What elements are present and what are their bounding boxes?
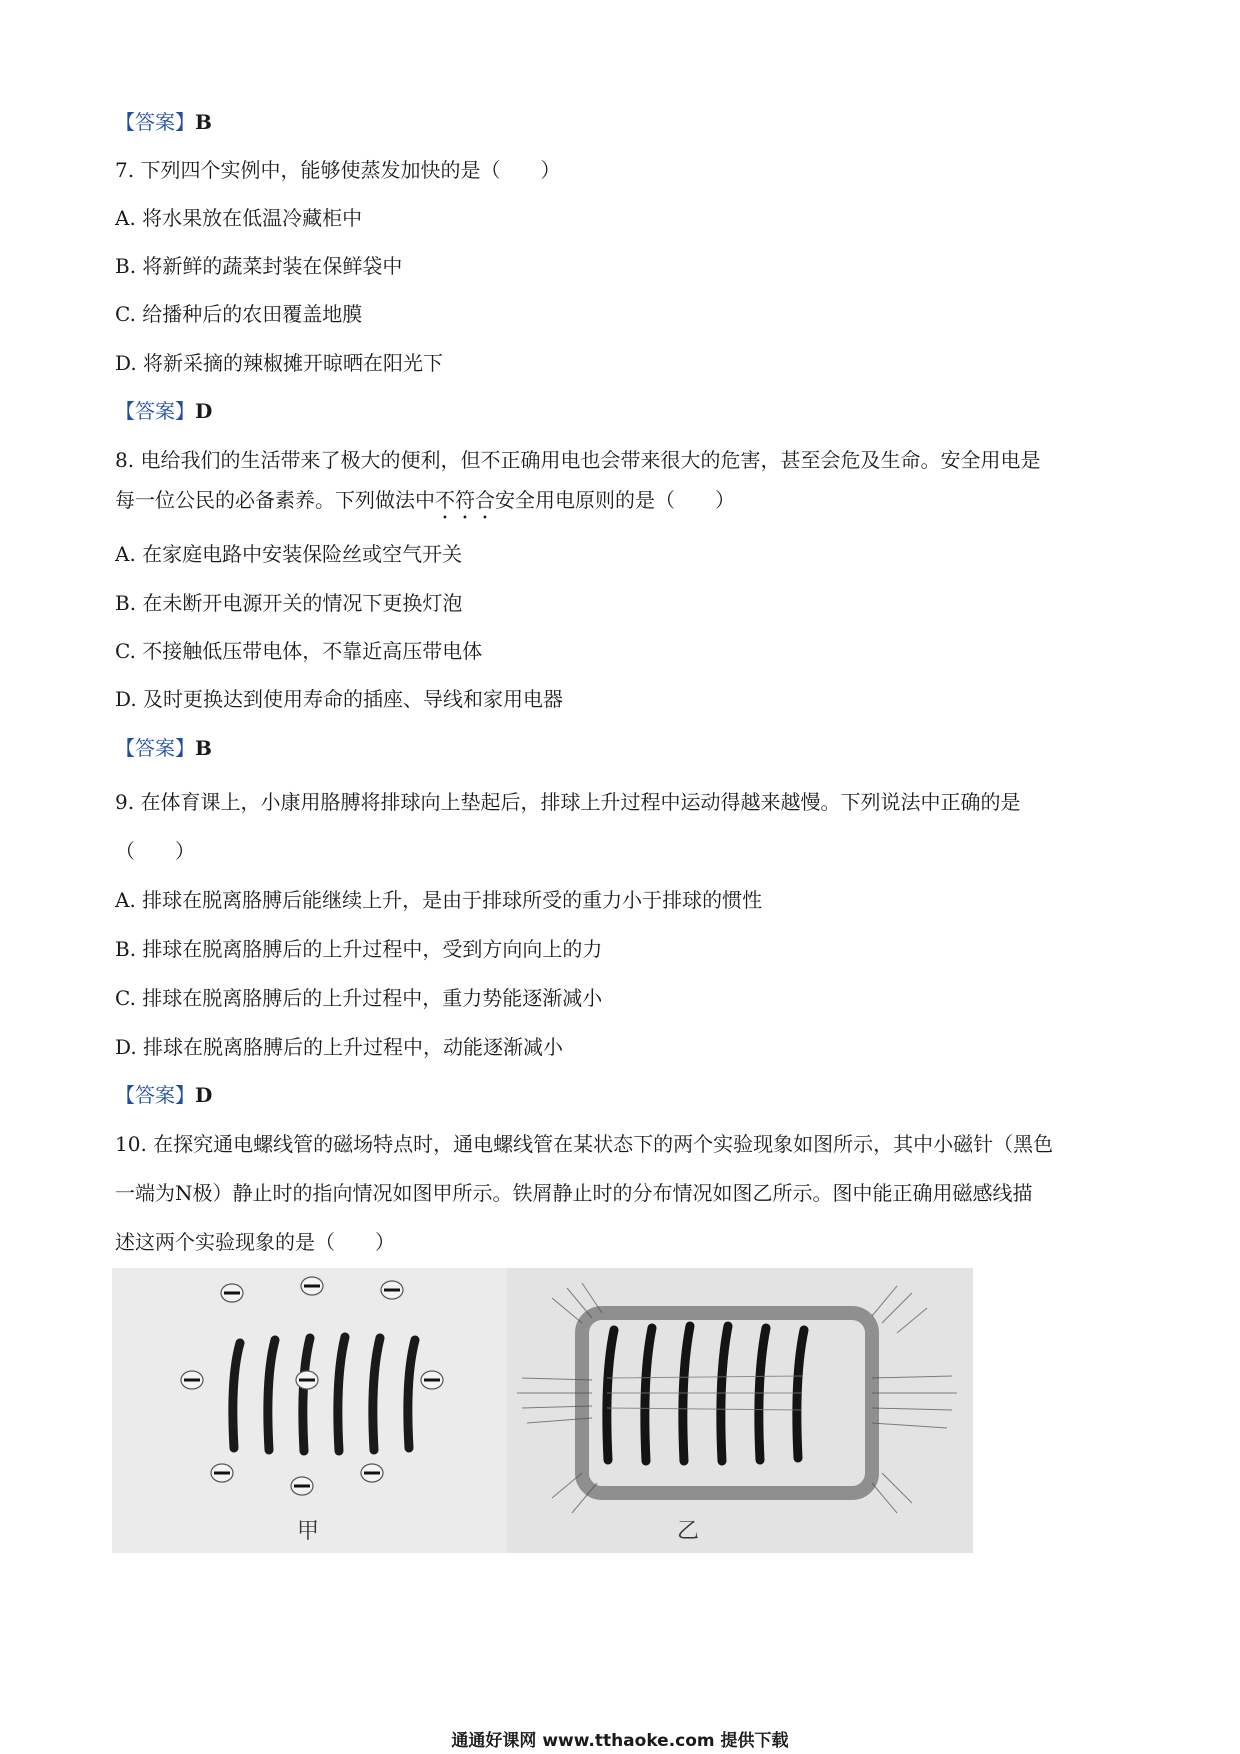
emphasis-char: 合 <box>475 488 495 512</box>
answer-label: 【答案】 <box>115 736 195 760</box>
question-9-stem-line1: 9. 在体育课上，小康用胳膊将排球向上垫起后，排球上升过程中运动得越来越慢。下列说法中正确的是 <box>115 790 1021 814</box>
emphasis-char: 符 <box>455 488 475 512</box>
answer-label: 【答案】 <box>115 110 195 134</box>
solenoid-figure <box>112 1268 973 1553</box>
answer-label: 【答案】 <box>115 399 195 423</box>
answer-q6 <box>115 108 212 136</box>
question-7-stem: 7. 下列四个实例中，能够使蒸发加快的是（ ） <box>115 158 561 182</box>
q7-option-b: B. 将新鲜的蔬菜封装在保鲜袋中 <box>115 254 403 278</box>
answer-q9 <box>115 1081 212 1109</box>
q7-option-c: C. 给播种后的农田覆盖地膜 <box>115 302 363 326</box>
q7-option-a: A. 将水果放在低温冷藏柜中 <box>115 206 363 230</box>
question-8-stem-line2 <box>115 486 735 514</box>
q9-option-c: C. 排球在脱离胳膊后的上升过程中，重力势能逐渐减小 <box>115 986 603 1010</box>
answer-value: B <box>195 736 212 760</box>
question-9-stem-line2: （ ） <box>115 839 195 863</box>
q7-option-d: D. 将新采摘的辣椒摊开晾晒在阳光下 <box>115 351 444 375</box>
q8-option-c: C. 不接触低压带电体，不靠近高压带电体 <box>115 639 483 663</box>
q9-option-b: B. 排球在脱离胳膊后的上升过程中，受到方向向上的力 <box>115 937 603 961</box>
page-footer: 通通好课网 www.tthaoke.com 提供下载 <box>451 1731 789 1751</box>
emphasis-char: 不 <box>435 488 455 512</box>
q8-option-b: B. 在未断开电源开关的情况下更换灯泡 <box>115 591 463 615</box>
q9-option-a: A. 排球在脱离胳膊后能继续上升，是由于排球所受的重力小于排球的惯性 <box>115 888 763 912</box>
stem-text: 安全用电原则的是（ ） <box>495 488 735 512</box>
question-10-stem-line1: 10. 在探究通电螺线管的磁场特点时，通电螺线管在某状态下的两个实验现象如图所示，其中小磁针（黑色 <box>115 1132 1054 1156</box>
answer-q8 <box>115 734 212 762</box>
question-10-stem-line2: 一端为N极）静止时的指向情况如图甲所示。铁屑静止时的分布情况如图乙所示。图中能正确用磁感线描 <box>115 1181 1033 1205</box>
q8-option-a: A. 在家庭电路中安装保险丝或空气开关 <box>115 542 463 566</box>
answer-value: B <box>195 110 212 134</box>
answer-value: D <box>195 1083 213 1107</box>
answer-value: D <box>195 399 213 423</box>
q9-option-d: D. 排球在脱离胳膊后的上升过程中，动能逐渐减小 <box>115 1035 564 1059</box>
figure-label-right: 乙 <box>677 1519 700 1544</box>
question-10-stem-line3: 述这两个实验现象的是（ ） <box>115 1230 395 1254</box>
answer-q7 <box>115 397 212 425</box>
figure-label-left: 甲 <box>297 1519 320 1544</box>
answer-label: 【答案】 <box>115 1083 195 1107</box>
question-8-stem-line1: 8. 电给我们的生活带来了极大的便利，但不正确用电也会带来很大的危害，甚至会危及生命。安全用电是 <box>115 448 1041 472</box>
stem-text: 每一位公民的必备素养。下列做法中 <box>115 488 435 512</box>
q8-option-d: D. 及时更换达到使用寿命的插座、导线和家用电器 <box>115 687 564 711</box>
